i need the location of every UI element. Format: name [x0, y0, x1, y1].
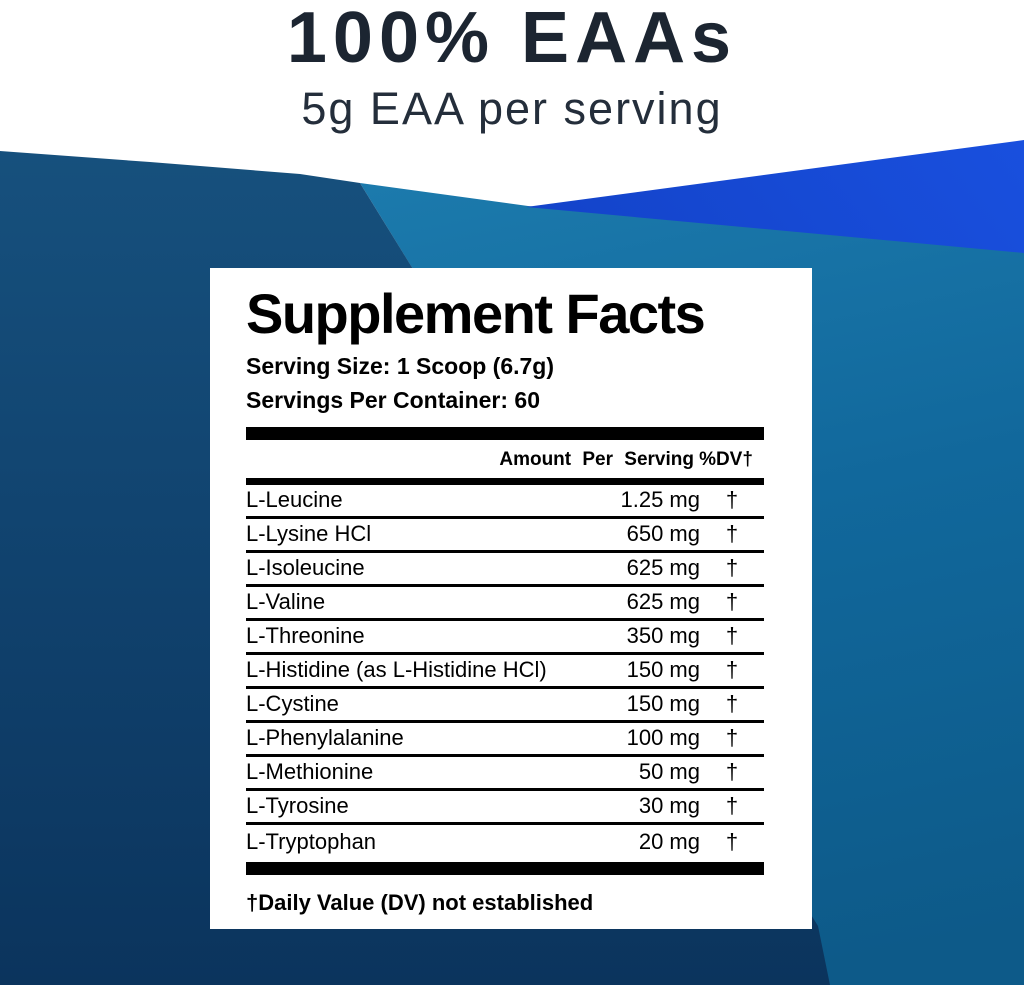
nutrient-table — [246, 485, 764, 859]
nutrient-amount: 50 mg — [638, 759, 700, 785]
nutrient-dv: † — [725, 521, 739, 547]
nutrient-name: L-Lysine HCl — [246, 521, 372, 547]
nutrient-amount: 100 mg — [626, 725, 700, 751]
nutrient-name: L-Tryptophan — [246, 828, 377, 854]
table-row — [246, 587, 764, 621]
divider-thick-top — [246, 427, 764, 440]
nutrient-amount: 150 mg — [626, 691, 700, 717]
nutrient-dv: † — [725, 657, 739, 683]
nutrient-dv: † — [725, 589, 739, 615]
nutrient-amount: 30 mg — [638, 793, 700, 819]
dv-footnote: †Daily Value (DV) not established — [246, 889, 594, 915]
nutrient-dv: † — [725, 555, 739, 581]
nutrient-amount: 625 mg — [626, 589, 700, 615]
nutrient-name: L-Methionine — [246, 759, 374, 785]
nutrient-name: L-Valine — [246, 589, 326, 615]
nutrient-amount: 650 mg — [626, 521, 700, 547]
table-row — [246, 825, 764, 859]
nutrient-amount: 350 mg — [626, 623, 700, 649]
nutrient-dv: † — [725, 759, 739, 785]
nutrient-name: L-Isoleucine — [246, 555, 365, 581]
supplement-facts-panel — [210, 268, 812, 929]
nutrient-amount: 20 mg — [638, 828, 700, 854]
table-row — [246, 723, 764, 757]
serving-size-line: Serving Size: 1 Scoop (6.7g) — [246, 353, 555, 379]
nutrient-dv: † — [725, 487, 739, 513]
nutrient-name: L-Tyrosine — [246, 793, 349, 819]
nutrient-dv: † — [725, 623, 739, 649]
table-row — [246, 553, 764, 587]
nutrient-amount: 625 mg — [626, 555, 700, 581]
headline-title: 100% EAAs — [286, 0, 738, 78]
nutrient-dv: † — [725, 793, 739, 819]
nutrient-name: L-Phenylalanine — [246, 725, 404, 751]
nutrient-dv: † — [725, 725, 739, 751]
headline-block — [0, 0, 1024, 134]
nutrient-name: L-Histidine (as L-Histidine HCl) — [246, 657, 547, 683]
table-row — [246, 621, 764, 655]
table-row — [246, 655, 764, 689]
nutrient-amount: 1.25 mg — [620, 487, 700, 513]
table-row — [246, 791, 764, 825]
table-row — [246, 757, 764, 791]
nutrient-dv: † — [725, 828, 739, 854]
servings-per-container-line: Servings Per Container: 60 — [246, 387, 540, 414]
nutrient-dv: † — [725, 691, 739, 717]
table-header — [246, 440, 764, 478]
nutrient-name: L-Threonine — [246, 623, 365, 649]
nutrient-amount: 150 mg — [626, 657, 700, 683]
table-row — [246, 519, 764, 553]
headline-subtitle: 5g EAA per serving — [301, 83, 723, 134]
divider-medium — [246, 478, 764, 485]
panel-title: Supplement Facts — [246, 282, 705, 345]
table-row — [246, 485, 764, 519]
column-dv-label: %DV† — [699, 448, 753, 470]
nutrient-name: L-Leucine — [246, 487, 343, 513]
column-amount-label: Amount Per Serving — [499, 448, 694, 470]
divider-thick-bottom — [246, 862, 764, 875]
table-row — [246, 689, 764, 723]
nutrient-name: L-Cystine — [246, 691, 339, 717]
